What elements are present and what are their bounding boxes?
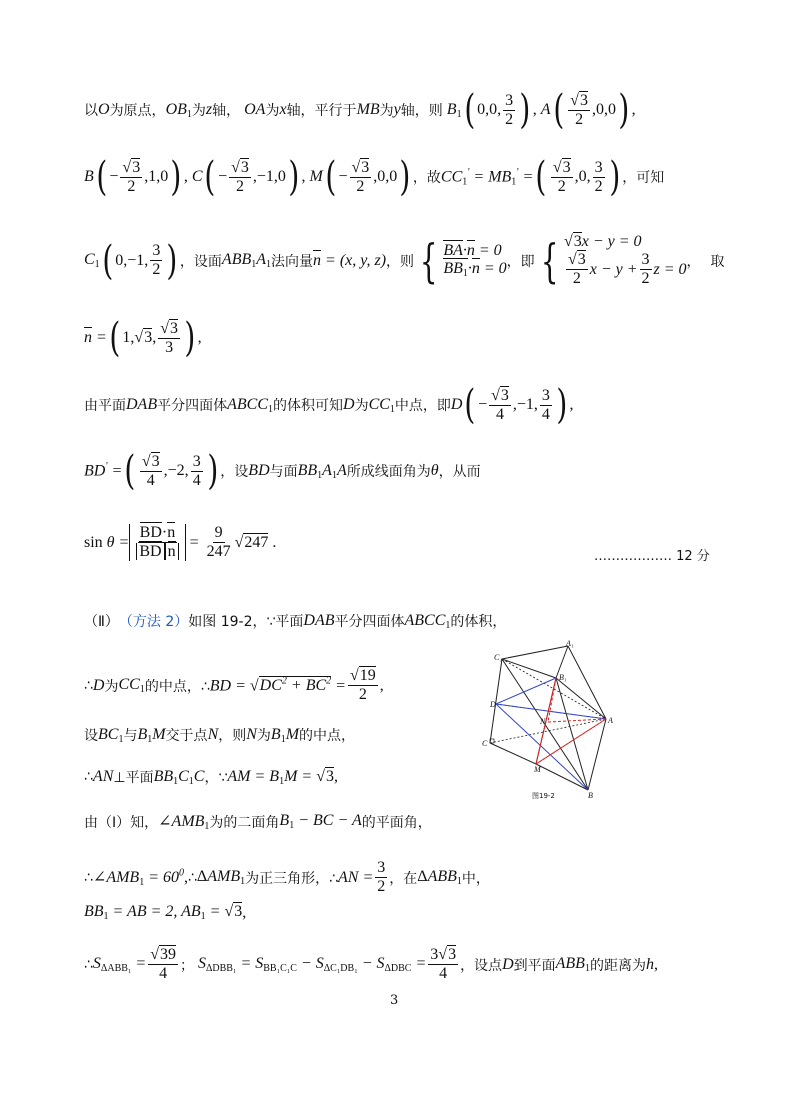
text: ， [686,253,701,270]
text: 为正三角形，∴ [245,870,339,887]
text: ，设点 [460,957,503,974]
text: 为原点， [109,103,166,119]
text: 平分四面体 [157,398,228,414]
text: 中， [461,870,490,887]
figure-19-2 [476,640,626,800]
line-9: ∴ D 为 $CC_1$ 的中点，∴ BD = $√DC^2 + BC^2$ = $\frac{√19}{2}$ , [84,667,384,703]
text: 所成线面角为 [346,464,431,480]
score-line: ……………… 12 分 [594,549,710,564]
text: 为 [104,678,119,695]
text: 设 [84,728,98,744]
line-12: 由（Ⅰ）知， $\angle AMB_1$ 为的二面角 $B_1$ − BC − A 的平面角， [84,812,432,832]
text: 法向量 [271,253,314,270]
text: 的平面角， [361,814,432,831]
line-7: sin θ = $\frac{BD\cdot n}{\text{BD n}}$ = $\frac{9}{247}$ √247 . [84,524,277,560]
line-6: BD' = ( $\frac{√3}{4}$ ,−2, $\frac{3}{4}$ ) ，设 BD 与面 $BB_1A_1A$ 所成线面角为 θ ，从而 [84,448,481,494]
svg-text:B: B [588,791,593,800]
text: 为 [354,398,369,414]
text: 与面 [269,464,298,480]
line-1: 以 O 为原点， $OB_1$ 为 z 轴， OA 为 x 轴，平行于 MB 为 y 轴，则 $B_1$ ( 0,0, $\frac{3}{2}$ ) , A ( $\frac{√3}{2}$ ,0,0 ) , [84,87,636,133]
figure-caption: 图19-2 [532,792,555,800]
line-13: ∴ $\angle AMB_1 = 60^0$ , ∴ $\Delta AMB_1$ 为正三角形，∴ AN = $\frac{3}{2}$ ，在 $\Delta ABB_1$ 中， [84,859,490,895]
text: ，从而 [438,464,481,480]
text: ⊥平面 [113,770,154,786]
line-11: ∴ AN ⊥平面 $BB_1C_1C$ ，∵ AM = $B_1M = √3$ , [84,767,338,787]
text: ∴ [84,769,93,785]
text: 的距离为 [589,957,646,974]
text: ，∵ [204,770,228,786]
text: 轴，则 [400,103,443,119]
svg-text:M: M [534,765,541,774]
text: 的中点，∴ [144,678,210,695]
text: 为 [265,103,280,119]
text: 为 [256,728,271,744]
text: ，在 [389,870,418,887]
text: ，即 [506,253,535,270]
text: ∴ [188,869,197,886]
text: ，则 [386,253,415,270]
line-2: B ( − $\frac{√3}{2}$ ,1,0 ) , C ( − $\frac{√3}{2}$ ,−1,0 ) , M ( − $\frac{√3}{2}$ ,0,0 ) ，故 $CC_1' = MB_1'$ = ( $\frac{√3}{2}$ ,0, $\frac{3}{2}$ ) ，可知 [84,154,665,200]
page-number: 3 [390,993,399,1008]
text: 以 [84,103,98,119]
svg-text:N: N [540,717,546,726]
text: 交于点 [165,728,208,744]
text: ，则 [218,728,247,744]
text: 取 [710,253,725,270]
line-15: ∴ $S_{\Delta ABB_1}$ = $\frac{√39}{4}$ ； $S_{\Delta DBB_1} = S_{BB_1C_1C} - S_{\Delta C_1DB_1} - S_{\Delta DBC}$ = $\frac{3√3}{4}$ ，设点 D 到平面 $ABB_1$ 的距离为 h , [84,946,658,982]
text: ，设面 [179,253,222,270]
line-5: 由平面 DAB 平分四面体 $ABCC_1$ 的体积可知 D 为 $CC_1$ 中点，即 D ( − $\frac{√3}{4}$ ,−1, $\frac{3}{4}$ ) , [84,382,574,428]
text: ，可知 [622,170,665,186]
text: 中点，即 [394,398,451,414]
text: 由（Ⅰ）知， [84,814,159,831]
text: 为 [191,103,206,119]
text: 平分四面体 [334,614,405,630]
text: ∴ [84,677,93,694]
text: 如图 19-2，∵平面 [188,614,304,630]
svg-text:A: A [608,716,613,725]
text: ，故 [412,170,441,186]
text: ； [179,957,194,974]
text: 的中点， [299,728,356,744]
line-10: 设 $BC_1$ 与 $B_1M$ 交于点 N ，则 N 为 $B_1M$ 的中点， [84,725,356,745]
text: ，设 [220,464,249,480]
text: 为 [379,103,394,119]
text: 轴， [212,103,241,119]
text: 与 [123,728,138,744]
line-4: n = ( 1,√3, $\frac{√3}{3}$ ) , [84,315,202,361]
text: 为的二面角 [209,814,280,831]
text: （Ⅱ） [84,614,119,630]
svg-text:D: D [490,700,496,709]
svg-text:B₁: B₁ [559,673,567,682]
text: 到平面 [513,957,556,974]
text: 由平面 [84,398,126,414]
line-8: （Ⅱ） （方法 2） 如图 19-2，∵平面 DAB 平分四面体 $ABCC_1$ 的体积， [84,611,507,631]
method-label: （方法 2） [118,614,189,630]
svg-text:A₁: A₁ [566,640,574,648]
text: ∴ [84,956,93,973]
label-c1: C₁ [494,653,503,662]
text: 的体积可知 [273,398,343,414]
text: 轴，平行于 [286,103,357,119]
text: ∴ [84,869,93,886]
svg-text:C: C [482,739,488,748]
line-14: $BB_1$ = AB = 2, $AB_1 = √3$ , [84,903,247,922]
text: 的体积， [450,614,507,630]
line-3: $C_1$ ( 0,−1, $\frac{3}{2}$ ) ，设面 $ABB_1A_1$ 法向量 n = (x, y, z) ，则 { BA·n = 0 $BB_1\cdot n = 0$ ，即 { √3x − y = 0 $\frac{√3}{2}$ x − y + $\frac{3}{2}$ z = 0 ， 取 [84,233,725,288]
